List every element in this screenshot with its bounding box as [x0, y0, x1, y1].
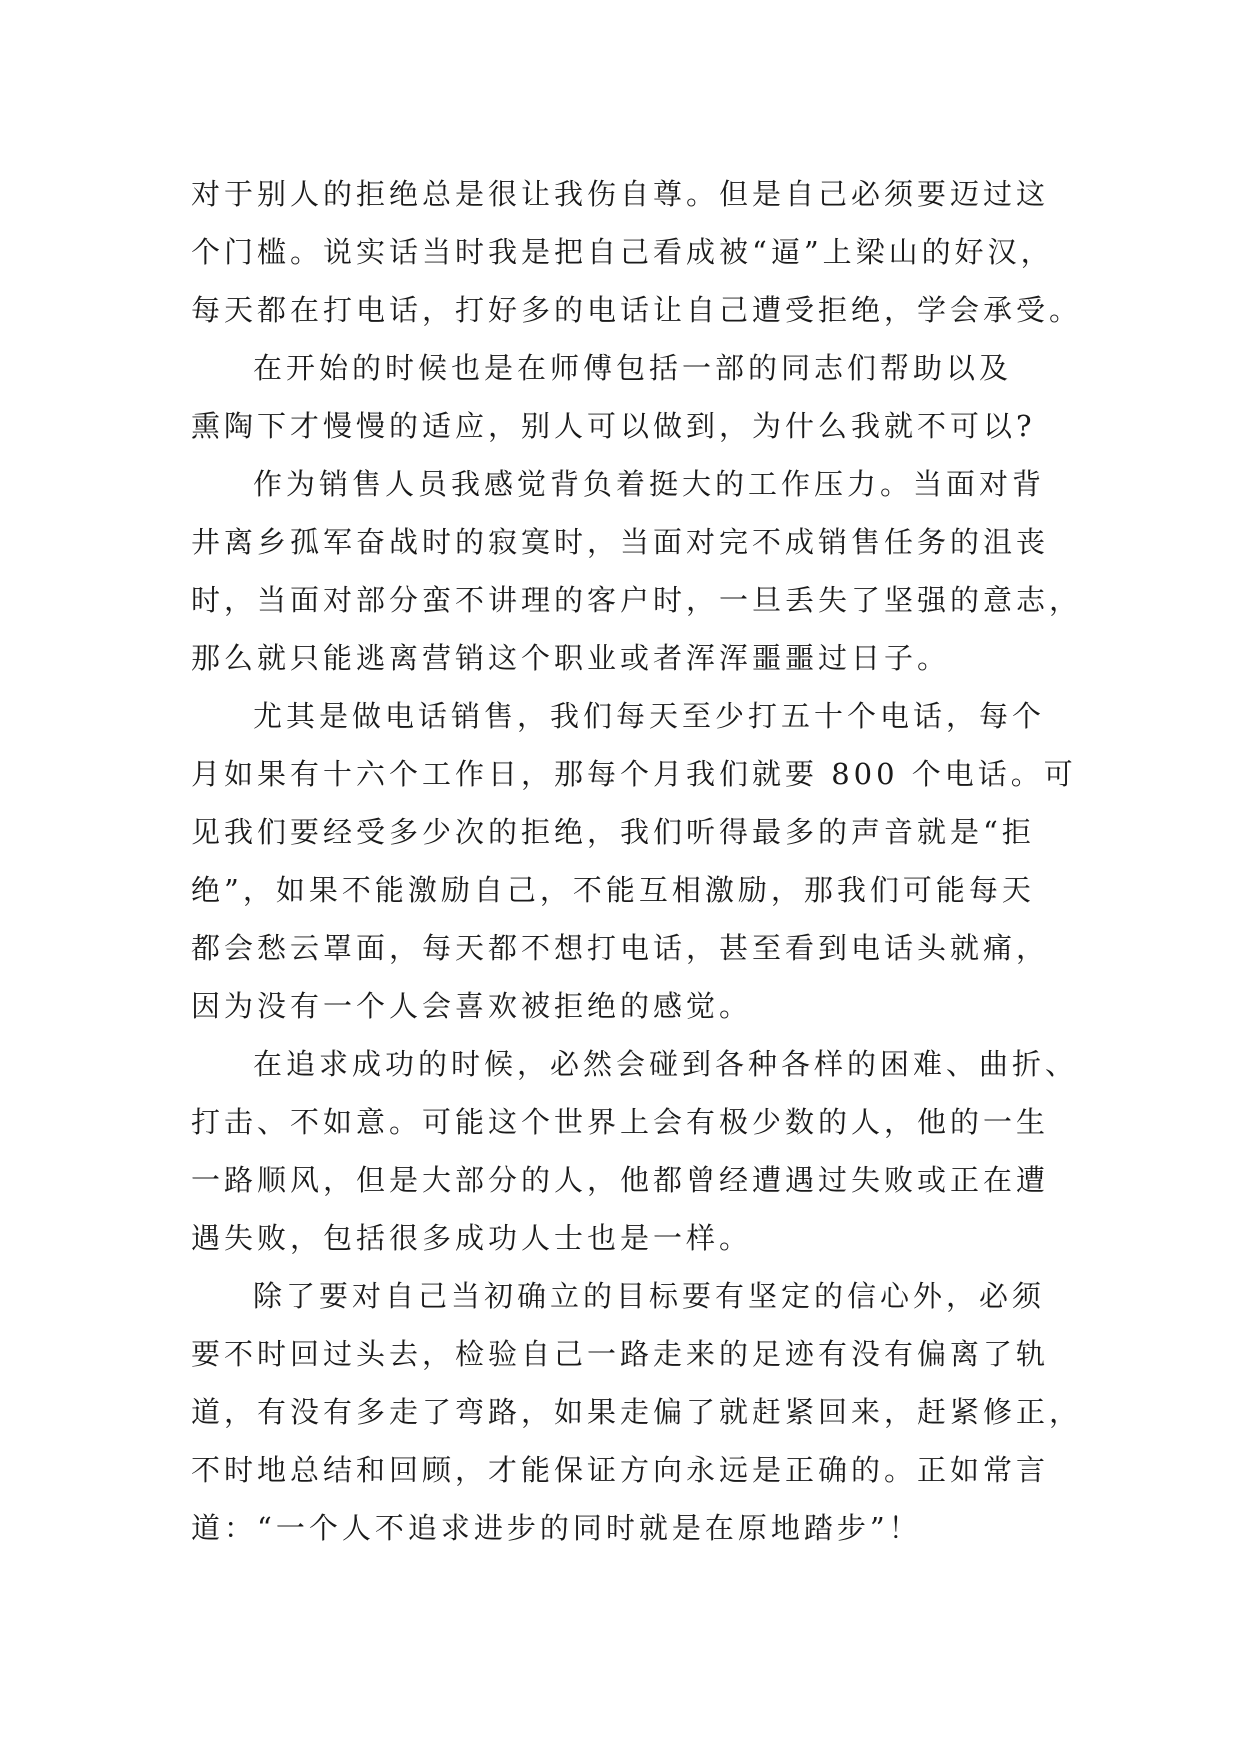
text-line: 在追求成功的时候，必然会碰到各种各样的困难、曲折、 [253, 1047, 1079, 1081]
text-line: 作为销售人员我感觉背负着挺大的工作压力。当面对背 [253, 467, 1046, 501]
paragraph [191, 339, 1051, 455]
text-line: 井离乡孤军奋战时的寂寞时，当面对完不成销售任务的沮丧 [191, 525, 1050, 559]
text-line: 在开始的时候也是在师傅包括一部的同志们帮助以及 [253, 351, 1013, 385]
text-line: 对于别人的拒绝总是很让我伤自尊。但是自己必须要迈过这 [191, 177, 1050, 211]
paragraph [191, 455, 1083, 687]
text-line: 都会愁云罩面，每天都不想打电话，甚至看到电话头就痛， [191, 931, 1050, 965]
text-line: 除了要对自己当初确立的目标要有坚定的信心外，必须 [253, 1279, 1046, 1313]
document-body [191, 165, 1083, 1557]
text-line: 那么就只能逃离营销这个职业或者浑浑噩噩过日子。 [191, 641, 951, 675]
paragraph [191, 165, 1083, 339]
text-line: 一路顺风，但是大部分的人，他都曾经遭遇过失败或正在遭 [191, 1163, 1050, 1197]
text-line: 要不时回过头去，检验自己一路走来的足迹有没有偏离了轨 [191, 1337, 1050, 1371]
text-line: 不时地总结和回顾，才能保证方向永远是正确的。正如常言 [191, 1453, 1050, 1487]
text-line: 时，当面对部分蛮不讲理的客户时，一旦丢失了坚强的意志， [191, 583, 1083, 617]
text-line: 个门槛。说实话当时我是把自己看成被“逼”上梁山的好汉， [191, 235, 1054, 269]
text-line: 熏陶下才慢慢的适应，别人可以做到，为什么我就不可以? [191, 409, 1036, 443]
text-line: 每天都在打电话，打好多的电话让自己遭受拒绝，学会承受。 [191, 293, 1083, 327]
text-line: 道，有没有多走了弯路，如果走偏了就赶紧回来，赶紧修正， [191, 1395, 1083, 1429]
text-line: 遇失败，包括很多成功人士也是一样。 [191, 1221, 753, 1255]
text-line: 尤其是做电话销售，我们每天至少打五十个电话，每个 [253, 699, 1046, 733]
text-line: 打击、不如意。可能这个世界上会有极少数的人，他的一生 [191, 1105, 1050, 1139]
text-line: 因为没有一个人会喜欢被拒绝的感觉。 [191, 989, 753, 1023]
paragraph [191, 1267, 1083, 1557]
text-line: 绝”，如果不能激励自己，不能互相激励，那我们可能每天 [191, 873, 1035, 907]
paragraph [191, 1035, 1079, 1267]
text-line: 月如果有十六个工作日，那每个月我们就要 800 个电话。可 [191, 757, 1077, 791]
text-line: 见我们要经受多少次的拒绝，我们听得最多的声音就是“拒 [191, 815, 1035, 849]
text-line: 道：“一个人不追求进步的同时就是在原地踏步”！ [191, 1511, 922, 1545]
paragraph [191, 687, 1077, 1035]
